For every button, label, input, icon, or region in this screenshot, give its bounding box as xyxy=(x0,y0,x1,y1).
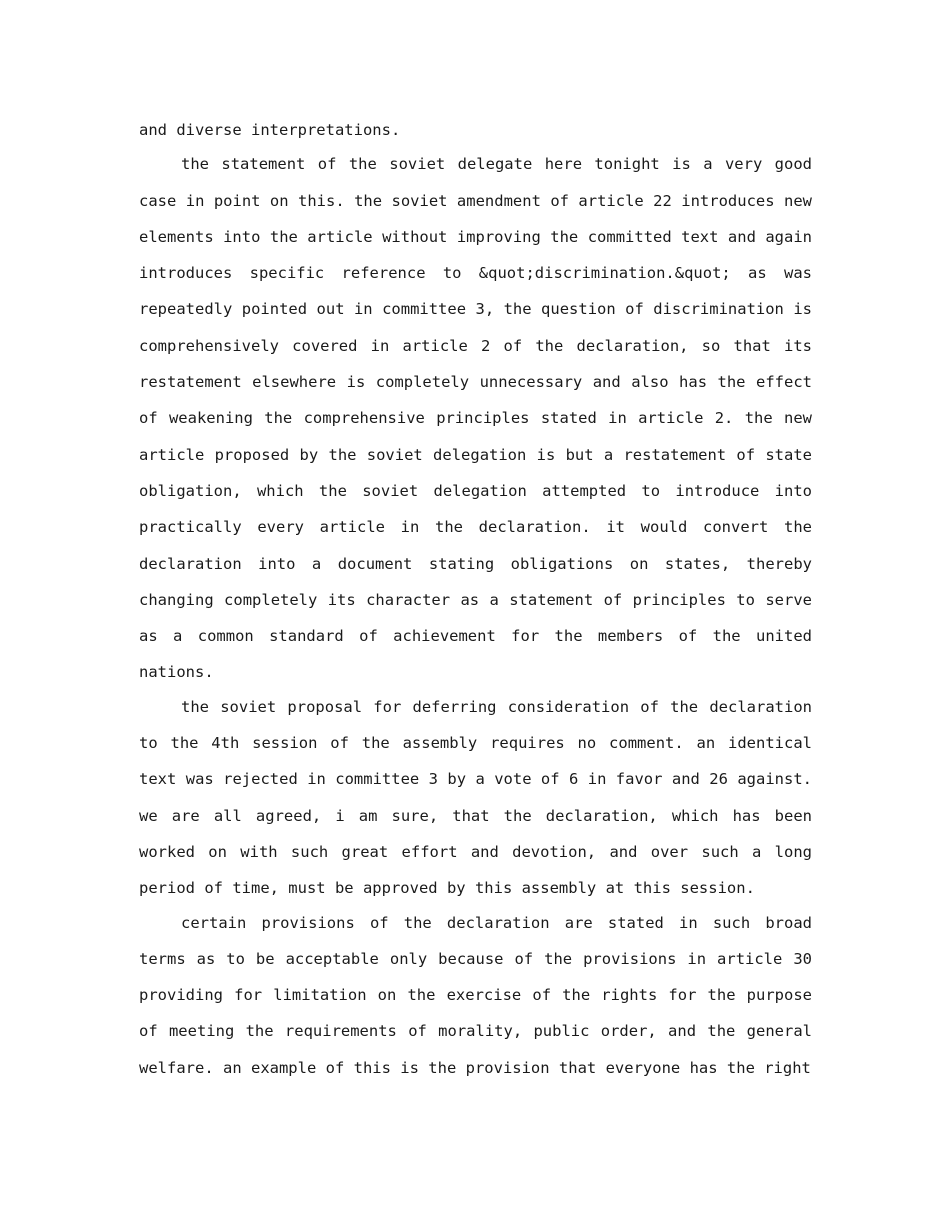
document-page xyxy=(139,112,812,1086)
paragraph-soviet-amendment: the statement of the soviet delegate here tonight is a very good case in point on this. the soviet amendment of article 22 introduces new elements into the article without improving the committed text and again introduces specific reference to &quot;discrimination.&quot; as was repeatedly pointed out in committee 3, the question of discrimination is comprehensively covered in article 2 of the declaration, so that its restatement elsewhere is completely unnecessary and also has the effect of weakening the comprehensive principles stated in article 2. the new article proposed by the soviet delegation is but a restatement of state obligation, which the soviet delegation attempted to introduce into practically every article in the declaration. it would convert the declaration into a document stating obligations on states, thereby changing completely its character as a statement of principles to serve as a common standard of achievement for the members of the united nations. xyxy=(139,155,812,682)
paragraph-continuation: and diverse interpretations. xyxy=(139,121,401,139)
paragraph-broad-provisions: certain provisions of the declaration are stated in such broad terms as to be acceptable only because of the provisions in article 30 providing for limitation on the exercise of the rights for the purpose of meeting the requirements of morality, public order, and the general welfare. an example of this is the provision that everyone has the right xyxy=(139,913,812,1077)
paragraph-deferral-proposal: the soviet proposal for deferring consideration of the declaration to the 4th session of the assembly requires no comment. an identical text was rejected in committee 3 by a vote of 6 in favor and 26 against. we are all agreed, i am sure, that the declaration, which has been worked on with such great effort and devotion, and over such a long period of time, must be approved by this assembly at this session. xyxy=(139,697,812,898)
